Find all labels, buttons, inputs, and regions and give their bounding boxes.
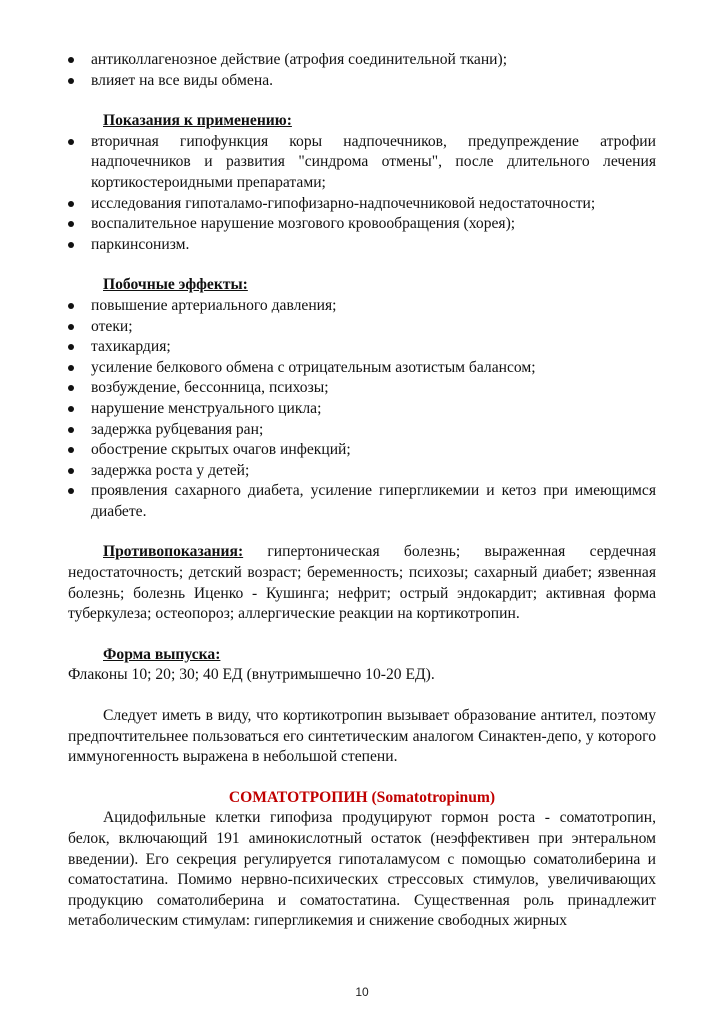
list-item: обострение скрытых очагов инфекций; xyxy=(68,440,656,461)
indications-list xyxy=(68,132,656,256)
list-item: задержка роста у детей; xyxy=(68,461,656,482)
bullet-icon xyxy=(68,201,74,207)
bullet-icon xyxy=(68,324,74,330)
list-item: паркинсонизм. xyxy=(68,235,656,256)
list-item: нарушение менструального цикла; xyxy=(68,399,656,420)
bullet-icon xyxy=(68,57,74,63)
bullet-icon xyxy=(68,406,74,412)
side-effects-heading: Побочные эффекты: xyxy=(103,276,248,294)
top-bullet-list xyxy=(68,50,656,91)
bullet-icon xyxy=(68,365,74,371)
contraindications-text: гипертоническая болезнь; выраженная сердечная недостаточность; детский возраст; беременность; психозы; сахарный диабет; язвенная болезнь; болезнь Иценко - Кушинга; нефрит; острый эндокардит; активная форма туберкулеза; остеопороз; аллергические реакции на кортикотропин. xyxy=(68,543,656,623)
bullet-icon xyxy=(68,221,74,227)
page-content xyxy=(68,50,656,932)
list-item: усиление белкового обмена с отрицательным азотистым балансом; xyxy=(68,358,656,379)
list-item: тахикардия; xyxy=(68,337,656,358)
list-item: повышение артериального давления; xyxy=(68,296,656,317)
somatotropin-paragraph: Ацидофильные клетки гипофиза продуцируют гормон роста - соматотропин, белок, включающий 191 аминокислотный остаток (неэффективен при энтеральном введении). Его секреция регулируется гипоталамусом с помощью соматолиберина и соматостатина. Помимо нервно-психических стрессовых стимулов, увеличивающих продукцию соматолиберина и соматостатина. Существенная роль принадлежит метаболическим стимулам: гипергликемия и снижение свободных жирных xyxy=(68,809,656,930)
bullet-icon xyxy=(68,447,74,453)
list-item: исследования гипоталамо-гипофизарно-надпочечниковой недостаточности; xyxy=(68,194,656,215)
list-item: воспалительное нарушение мозгового кровообращения (хорея); xyxy=(68,214,656,235)
bullet-icon xyxy=(68,78,74,84)
release-form-heading: Форма выпуска: xyxy=(103,645,221,663)
list-item: проявления сахарного диабета, усиление гипергликемии и кетоз при имеющимся диабете. xyxy=(68,481,656,522)
bullet-icon xyxy=(68,242,74,248)
page-number: 10 xyxy=(355,985,369,999)
contraindications-paragraph xyxy=(68,542,656,624)
list-item: возбуждение, бессонница, психозы; xyxy=(68,378,656,399)
list-item: влияет на все виды обмена. xyxy=(68,71,656,92)
bullet-icon xyxy=(68,385,74,391)
bullet-icon xyxy=(68,488,74,494)
note-paragraph: Следует иметь в виду, что кортикотропин вызывает образование антител, поэтому предпочтительнее пользоваться его синтетическим аналогом Синактен-депо, у которого иммуногенность выражена в небольшой степени. xyxy=(68,707,656,766)
side-effects-list xyxy=(68,296,656,523)
bullet-icon xyxy=(68,303,74,309)
list-item: антиколлагенозное действие (атрофия соединительной ткани); xyxy=(68,50,656,71)
bullet-icon xyxy=(68,468,74,474)
list-item: задержка рубцевания ран; xyxy=(68,420,656,441)
somatotropin-title: СОМАТОТРОПИН (Somatotropinum) xyxy=(228,788,496,806)
bullet-icon xyxy=(68,427,74,433)
list-item: отеки; xyxy=(68,317,656,338)
list-item: вторичная гипофункция коры надпочечников, предупреждение атрофии надпочечников и развития "синдрома отмены", после длительного лечения кортикостероидными препаратами; xyxy=(68,132,656,194)
bullet-icon xyxy=(68,344,74,350)
indications-heading: Показания к применению: xyxy=(103,112,292,130)
contraindications-heading: Противопоказания: xyxy=(103,543,244,561)
bullet-icon xyxy=(68,139,74,145)
release-form-text: Флаконы 10; 20; 30; 40 ЕД (внутримышечно 10-20 ЕД). xyxy=(68,666,435,684)
